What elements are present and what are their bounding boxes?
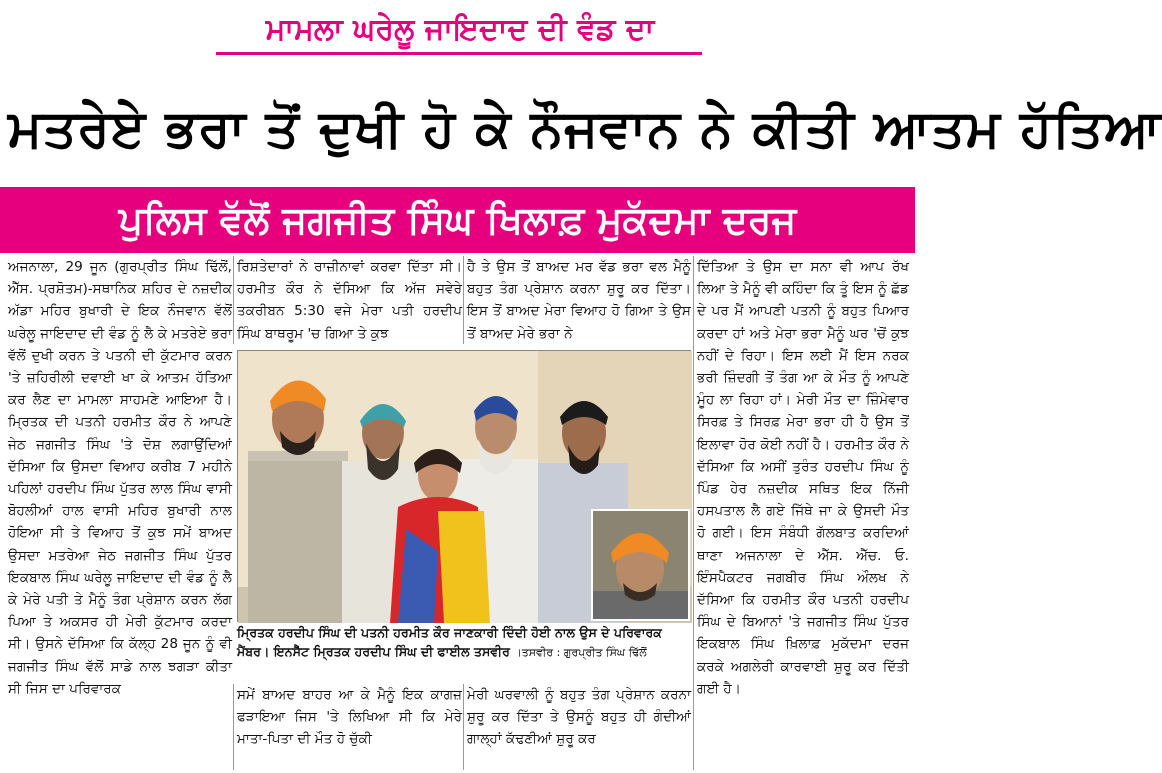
- column-divider: [693, 256, 694, 770]
- article-column-2-top: [237, 256, 462, 342]
- column-divider: [463, 256, 464, 344]
- article-column-4: [697, 256, 909, 768]
- article-column-3-top: [467, 256, 691, 342]
- kicker-headline: ਮਾਮਲਾ ਘਰੇਲੂ ਜਾਇਦਾਦ ਦੀ ਵੰਡ ਦਾ: [265, 12, 655, 47]
- subheadline: ਪੁਲਿਸ ਵੱਲੋਂ ਜਗਜੀਤ ਸਿੰਘ ਖਿਲਾਫ਼ ਮੁਕੱਦਮਾ ਦਰਜ: [118, 198, 797, 242]
- article-column-2-bottom: [237, 684, 462, 770]
- article-text: ਸਮੇਂ ਬਾਅਦ ਬਾਹਰ ਆ ਕੇ ਮੈਨੂੰ ਇਕ ਕਾਗਜ਼ ਫੜਾਇਆ ਜਿਸ 'ਤੇ ਲਿਖਿਆ ਸੀ ਕਿ ਮੇਰੇ ਮਾਤਾ-ਪਿਤਾ ਦੀ ਮੌਤ ਹੋ ਚੁੱਕੀ: [237, 687, 462, 748]
- article-text: ਅਜਨਾਲਾ, 29 ਜੂਨ (ਗੁਰਪ੍ਰੀਤ ਸਿੰਘ ਢਿੱਲੋਂ, ਐੱਸ. ਪ੍ਰਸ਼ੋਤਮ)-ਸਥਾਨਿਕ ਸ਼ਹਿਰ ਦੇ ਨਜ਼ਦੀਕ ਅੱਡਾ ਮਹਿਰ ਬੁਖਾਰੀ ਦੇ ਇਕ ਨੌਜਵਾਨ ਵੱਲੋਂ ਘਰੇਲੂ ਜਾਇਦਾਦ ਦੀ ਵੰਡ ਨੂੰ ਲੈ ਕੇ ਮਤਰੇਏ ਭਰਾ ਵੱਲੋਂ ਦੁਖੀ ਕਰਨ ਤੇ ਪਤਨੀ ਦੀ ਕੁੱਟਮਾਰ ਕਰਨ 'ਤੇ ਜ਼ਹਿਰੀਲੀ ਦਵਾਈ ਖਾ ਕੇ ਆਤਮ ਹੱਤਿਆ ਕਰ ਲੈਣ ਦਾ ਮਾਮਲਾ ਸਾਹਮਣੇ ਆਇਆ ਹੈ। ਮ੍ਰਿਤਕ ਦੀ ਪਤਨੀ ਹਰਮੀਤ ਕੌਰ ਨੇ ਆਪਣੇ ਜੇਠ ਜਗਜੀਤ ਸਿੰਘ 'ਤੇ ਦੋਸ਼ ਲਗਾਉਂਦਿਆਂ ਦੱਸਿਆ ਕਿ ਉਸਦਾ ਵਿਆਹ ਕਰੀਬ 7 ਮਹੀਨੇ ਪਹਿਲਾਂ ਹਰਦੀਪ ਸਿੰਘ ਪੁੱਤਰ ਲਾਲ ਸਿੰਘ ਵਾਸੀ ਬੋਹਲੀਆਂ ਹਾਲ ਵਾਸੀ ਮਹਿਰ ਬੁਖਾਰੀ ਨਾਲ ਹੋਇਆ ਸੀ ਤੇ ਵਿਆਹ ਤੋਂ ਕੁਝ ਸਮੇਂ ਬਾਅਦ ਉਸਦਾ ਮਤਰੇਆ ਜੇਠ ਜਗਜੀਤ ਸਿੰਘ ਪੁੱਤਰ ਇਕਬਾਲ ਸਿੰਘ ਘਰੇਲੂ ਜਾਇਦਾਦ ਦੀ ਵੰਡ ਨੂੰ ਲੈ ਕੇ ਮੇਰੇ ਪਤੀ ਤੇ ਮੈਨੂੰ ਤੰਗ ਪ੍ਰੇਸ਼ਾਨ ਕਰਨ ਲੱਗ ਪਿਆ ਤੇ ਅਕਸਰ ਹੀ ਮੇਰੀ ਕੁੱਟਮਾਰ ਕਰਦਾ ਸੀ। ਉਸਨੇ ਦੱਸਿਆ ਕਿ ਕੱਲ੍ਹ 28 ਜੂਨ ਨੂੰ ਵੀ ਜਗਜੀਤ ਸਿੰਘ ਵੱਲੋਂ ਸਾਡੇ ਨਾਲ ਝਗੜਾ ਕੀਤਾ ਸੀ ਜਿਸ ਦਾ ਪਰਿਵਾਰਕ: [8, 259, 232, 697]
- column-divider: [233, 684, 234, 770]
- article-column-1: [8, 256, 232, 768]
- column-divider: [233, 256, 234, 344]
- caption-credit: ।ਤਸਵੀਰ : ਗੁਰਪ੍ਰੀਤ ਸਿੰਘ ਢਿੱਲੋਂ: [514, 646, 647, 659]
- main-headline: ਮਤਰੇਏ ਭਰਾ ਤੋਂ ਦੁਖੀ ਹੋ ਕੇ ਨੌਜਵਾਨ ਨੇ ਕੀਤੀ ਆਤਮ ਹੱਤਿਆ: [8, 99, 1162, 159]
- article-text: ਦਿੱਤਿਆ ਤੇ ਉਸ ਦਾ ਸਨਾ ਵੀ ਆਪ ਰੱਖ ਲਿਆ ਤੇ ਮੈਨੂੰ ਵੀ ਕਹਿੰਦਾ ਕਿ ਤੂੰ ਇਸ ਨੂੰ ਛੱਡ ਦੇ ਪਰ ਮੈਂ ਆਪਣੀ ਪਤਨੀ ਨੂੰ ਬਹੁਤ ਪਿਆਰ ਕਰਦਾ ਹਾਂ ਅਤੇ ਮੇਰਾ ਭਰਾ ਮੈਨੂੰ ਘਰ 'ਚੋਂ ਕੁਝ ਨਹੀਂ ਦੇ ਰਿਹਾ। ਇਸ ਲਈ ਮੈਂ ਇਸ ਨਰਕ ਭਰੀ ਜ਼ਿੰਦਗੀ ਤੋਂ ਤੰਗ ਆ ਕੇ ਮੌਤ ਨੂੰ ਆਪਣੇ ਮੂੰਹ ਲਾ ਰਿਹਾ ਹਾਂ। ਮੇਰੀ ਮੌਤ ਦਾ ਜ਼ਿੰਮੇਵਾਰ ਸਿਰਫ਼ ਤੇ ਸਿਰਫ਼ ਮੇਰਾ ਭਰਾ ਹੀ ਹੈ ਉਸ ਤੋਂ ਇਲਾਵਾ ਹੋਰ ਕੋਈ ਨਹੀਂ ਹੈ। ਹਰਮੀਤ ਕੌਰ ਨੇ ਦੱਸਿਆ ਕਿ ਅਸੀਂ ਤੁਰੰਤ ਹਰਦੀਪ ਸਿੰਘ ਨੂੰ ਪਿੰਡ ਹੇਰ ਨਜ਼ਦੀਕ ਸਥਿਤ ਇਕ ਨਿੱਜੀ ਹਸਪਤਾਲ ਲੈ ਗਏ ਜਿੱਥੇ ਜਾ ਕੇ ਉਸਦੀ ਮੌਤ ਹੋ ਗਈ। ਇਸ ਸੰਬੰਧੀ ਗੱਲਬਾਤ ਕਰਦਿਆਂ ਥਾਣਾ ਅਜਨਾਲਾ ਦੇ ਐੱਸ. ਐੱਚ. ਓ. ਇੰਸਪੈਕਟਰ ਜਗਬੀਰ ਸਿੰਘ ਔਲਖ ਨੇ ਦੱਸਿਆ ਕਿ ਹਰਮੀਤ ਕੌਰ ਪਤਨੀ ਹਰਦੀਪ ਸਿੰਘ ਦੇ ਬਿਆਨਾਂ 'ਤੇ ਜਗਜੀਤ ਸਿੰਘ ਪੁੱਤਰ ਇਕਬਾਲ ਸਿੰਘ ਖ਼ਿਲਾਫ਼ ਮੁਕੱਦਮਾ ਦਰਜ ਕਰਕੇ ਅਗਲੇਰੀ ਕਾਰਵਾਈ ਸ਼ੁਰੂ ਕਰ ਦਿੱਤੀ ਗਈ ਹੈ।: [697, 259, 909, 697]
- kicker-underline: [216, 52, 702, 55]
- column-divider: [463, 684, 464, 770]
- article-text: ਹੈ ਤੇ ਉਸ ਤੋਂ ਬਾਅਦ ਮਰ ਵੱਡ ਭਰਾ ਵਲ ਮੈਨੂੰ ਬਹੁਤ ਤੰਗ ਪ੍ਰੇਸ਼ਾਨ ਕਰਨਾ ਸ਼ੁਰੂ ਕਰ ਦਿੱਤਾ। ਇਸ ਤੋਂ ਬਾਅਦ ਮੇਰਾ ਵਿਆਹ ਹੋ ਗਿਆ ਤੇ ਉਸ ਤੋਂ ਬਾਅਦ ਮੇਰੇ ਭਰਾ ਨੇ: [467, 259, 691, 342]
- caption-text: ਮ੍ਰਿਤਕ ਹਰਦੀਪ ਸਿੰਘ ਦੀ ਪਤਨੀ ਹਰਮੀਤ ਕੌਰ ਜਾਣਕਾਰੀ ਦਿੰਦੀ ਹੋਈ ਨਾਲ ਉਸ ਦੇ ਪਰਿਵਾਰਕ ਮੈਂਬਰ। ਇਨਸੈੱਟ ਮ੍ਰਿਤਕ ਹਰਦੀਪ ਸਿੰਘ ਦੀ ਫਾਈਲ ਤਸਵੀਰ: [237, 625, 662, 659]
- article-text: ਰਿਸ਼ਤੇਦਾਰਾਂ ਨੇ ਰਾਜ਼ੀਨਾਵਾਂ ਕਰਵਾ ਦਿੱਤਾ ਸੀ। ਹਰਮੀਤ ਕੌਰ ਨੇ ਦੱਸਿਆ ਕਿ ਅੱਜ ਸਵੇਰੇ ਤਕਰੀਬਨ 5:30 ਵਜੇ ਮੇਰਾ ਪਤੀ ਹਰਦੀਪ ਸਿੰਘ ਬਾਥਰੂਮ 'ਚ ਗਿਆ ਤੇ ਕੁਝ: [237, 259, 462, 342]
- photo-caption: [237, 623, 691, 679]
- inset-photo: [591, 509, 690, 621]
- inset-portrait-illustration: [593, 511, 688, 619]
- article-column-3-bottom: [467, 684, 691, 770]
- article-text: ਮੇਰੀ ਘਰਵਾਲੀ ਨੂੰ ਬਹੁਤ ਤੰਗ ਪ੍ਰੇਸ਼ਾਨ ਕਰਨਾ ਸ਼ੁਰੂ ਕਰ ਦਿੱਤਾ ਤੇ ਉਸਨੂੰ ਬਹੁਤ ਹੀ ਗੰਦੀਆਂ ਗਾਲ੍ਹਾਂ ਕੱਢਣੀਆਂ ਸ਼ੁਰੂ ਕਰ: [467, 687, 691, 748]
